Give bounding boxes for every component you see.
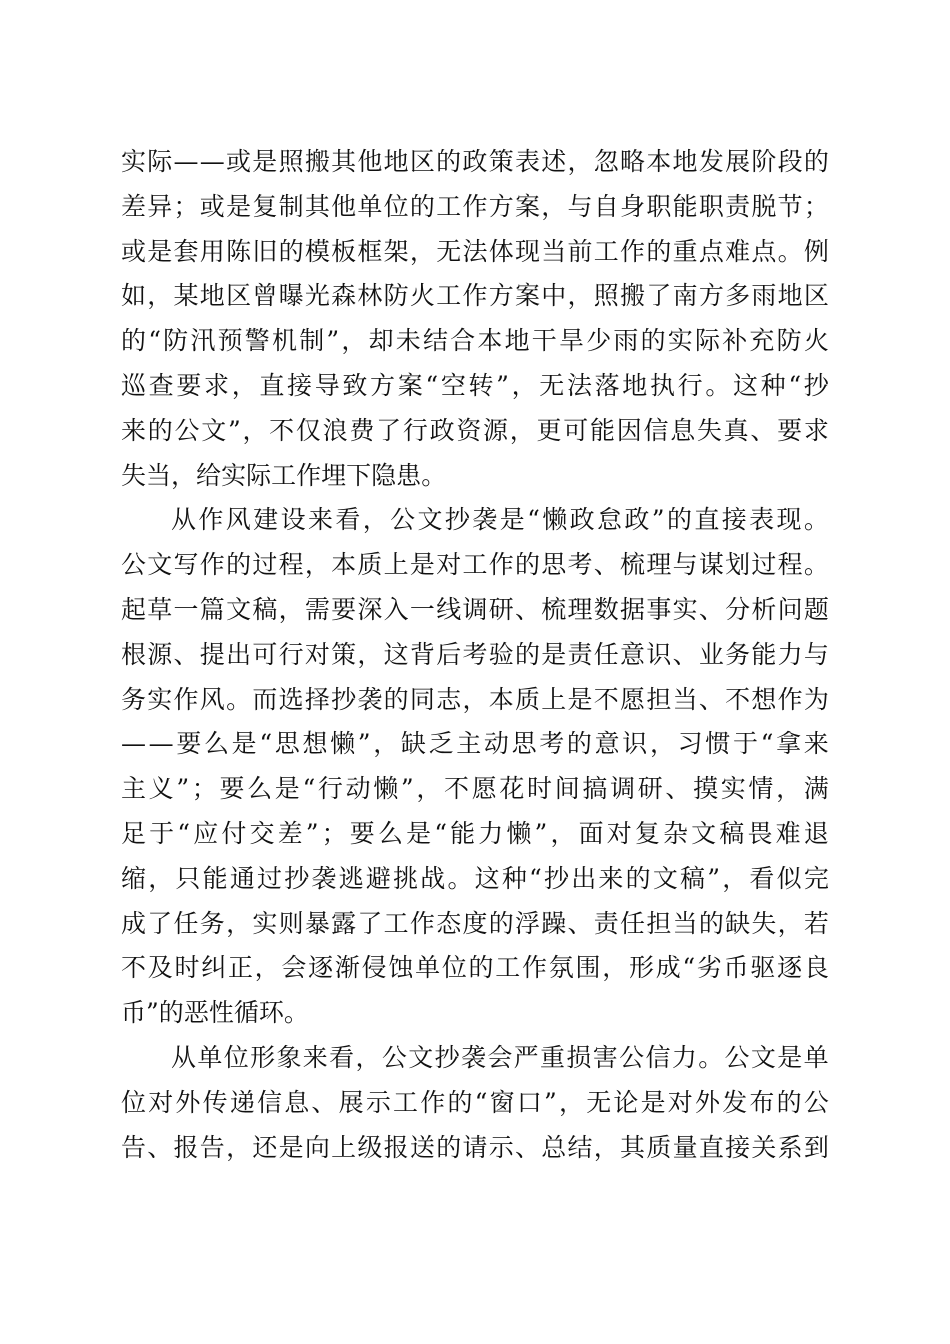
text-line: 根 源 、 提 出 可 行 对 策 ， 这 背 后 考 验 的 是 责 任 意 识 、 业 务 能 力 与 [121, 639, 829, 669]
text-line: 巡 查 要 求 ， 直 接 导 致 方 案 “ 空 转 ” ， 无 法 落 地 执 行 。 这 种 “ 抄 [121, 370, 829, 400]
text-line: 从 作 风 建 设 来 看 ， 公 文 抄 袭 是 “ 懒 政 怠 政 ” 的 直 接 表 现 。 [171, 505, 829, 535]
text-line: 起 草 一 篇 文 稿 ， 需 要 深 入 一 线 调 研 、 梳 理 数 据 事 实 、 分 析 问 题 [121, 594, 829, 624]
text-line: 或 是 套 用 陈 旧 的 模 板 框 架 ， 无 法 体 现 当 前 工 作 的 重 点 难 点 。 例 [121, 236, 829, 266]
text-line: 从 单 位 形 象 来 看 ， 公 文 抄 袭 会 严 重 损 害 公 信 力 。 公 文 是 单 [171, 1042, 829, 1072]
text-line: 告 、 报 告 ， 还 是 向 上 级 报 送 的 请 示 、 总 结 ， 其 质 量 直 接 关 系 到 [121, 1132, 829, 1162]
text-line: 差 异 ； 或 是 复 制 其 他 单 位 的 工 作 方 案 ， 与 自 身 职 能 职 责 脱 节 ； [121, 191, 829, 221]
text-line: 位 对 外 传 递 信 息 、 展 示 工 作 的 “ 窗 口 ” ， 无 论 是 对 外 发 布 的 公 [121, 1087, 829, 1117]
text-line: 的 “ 防 汛 预 警 机 制 ” ， 却 未 结 合 本 地 干 旱 少 雨 的 实 际 补 充 防 火 [121, 326, 829, 356]
text-line: 如 ， 某 地 区 曾 曝 光 森 林 防 火 工 作 方 案 中 ， 照 搬 了 南 方 多 雨 地 区 [121, 281, 829, 311]
text-line: 足 于 “ 应 付 交 差 ” ； 要 么 是 “ 能 力 懒 ” ， 面 对 复 杂 文 稿 畏 难 退 [121, 818, 829, 848]
text-line: 实 际 — — 或 是 照 搬 其 他 地 区 的 政 策 表 述 ， 忽 略 本 地 发 展 阶 段 的 [121, 147, 829, 176]
text-line: 缩 ， 只 能 通 过 抄 袭 逃 避 挑 战 。 这 种 “ 抄 出 来 的 文 稿 ” ， 看 似 完 [121, 863, 829, 893]
text-line: 不 及 时 纠 正 ， 会 逐 渐 侵 蚀 单 位 的 工 作 氛 围 ， 形 成 “ 劣 币 驱 逐 良 [121, 953, 829, 983]
text-line: 失 当 ， 给 实 际 工 作 埋 下 隐 患 。 [121, 460, 447, 490]
text-line: 来 的 公 文 ” ， 不 仅 浪 费 了 行 政 资 源 ， 更 可 能 因 信 息 失 真 、 要 求 [121, 415, 829, 445]
text-line: 成 了 任 务 ， 实 则 暴 露 了 工 作 态 度 的 浮 躁 、 责 任 担 当 的 缺 失 ， 若 [121, 908, 829, 938]
document-body [121, 140, 829, 1170]
text-line: — — 要 么 是 “ 思 想 懒 ” ， 缺 乏 主 动 思 考 的 意 识 ， 习 惯 于 “ 拿 来 [121, 729, 829, 759]
text-line: 务 实 作 风 。 而 选 择 抄 袭 的 同 志 ， 本 质 上 是 不 愿 担 当 、 不 想 作 为 [121, 684, 829, 714]
text-line: 公 文 写 作 的 过 程 ， 本 质 上 是 对 工 作 的 思 考 、 梳 理 与 谋 划 过 程 。 [121, 550, 829, 580]
text-line: 主 义 ” ； 要 么 是 “ 行 动 懒 ” ， 不 愿 花 时 间 搞 调 研 、 摸 实 情 ， 满 [121, 774, 829, 804]
text-line: 币 ” 的 恶 性 循 环 。 [121, 998, 309, 1028]
